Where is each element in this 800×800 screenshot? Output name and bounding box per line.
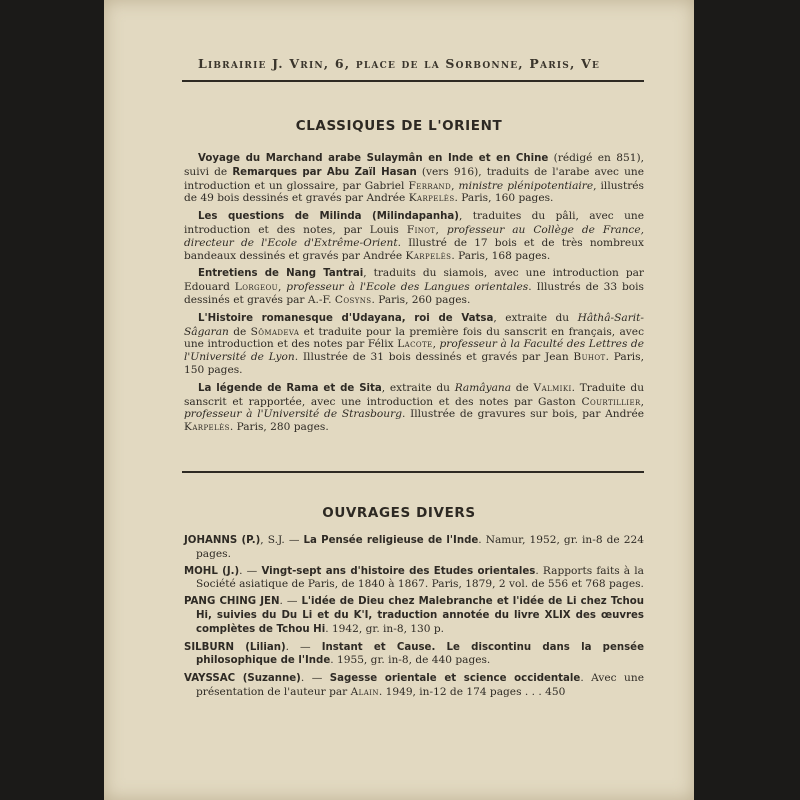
list-item: MOHL (J.). — Vingt-sept ans d'histoire des Etudes orientales. Rapports faits à la Société asiatique de Paris, de 1840 à 1867. Paris, 1879, 2 vol. de 556 et 768 pages. bbox=[184, 564, 644, 591]
classiques-list bbox=[184, 152, 644, 439]
list-item: La légende de Rama et de Sita, extraite du Ramâyana de Valmiki. Traduite du sanscrit et rapportée, avec une introduction et des notes par Gaston Courtillier, professeur à l'Université de Strasbourg. Illustrée de gravures sur bois, par Andrée Karpelès. Paris, 280 pages. bbox=[184, 381, 645, 434]
divider-top bbox=[182, 80, 644, 82]
book-back-cover bbox=[104, 0, 694, 800]
price: 450 bbox=[545, 685, 566, 698]
list-item: JOHANNS (P.), S.J. — La Pensée religieuse de l'Inde. Namur, 1952, gr. in-8 de 224 pages. bbox=[184, 534, 644, 560]
list-item: SILBURN (Lilian). — Instant et Cause. Le discontinu dans la pensée philosophique de l'Inde. 1955, gr. in-8, de 440 pages. bbox=[184, 640, 645, 667]
section-title-ouvrages: OUVRAGES DIVERS bbox=[322, 505, 476, 521]
list-item: VAYSSAC (Suzanne). — Sagesse orientale et science occidentale. Avec une présentation de l'auteur par Alain. 1949, in-12 de 174 pages . . . 450 bbox=[184, 672, 644, 698]
list-item: PANG CHING JEN. — L'idée de Dieu chez Malebranche et l'idée de Li chez Tchou Hi, suivies du Du Li et du K'I, traduction annotée du livre XLIX des œuvres complètes de Tchou Hi. 1942, gr. in-8, 130 p. bbox=[184, 595, 644, 635]
list-item: Entretiens de Nang Tantrai, traduits du siamois, avec une introduction par Edouard Lorgeou, professeur à l'Ecole des Langues orientales. Illustrés de 33 bois dessinés et gravés par A.-F. Cosyns. Paris, 260 pages. bbox=[184, 267, 645, 306]
section-title-classiques: CLASSIQUES DE L'ORIENT bbox=[295, 118, 503, 134]
publisher-line: Librairie J. Vrin, 6, place de la Sorbonne, Paris, Ve bbox=[197, 56, 601, 71]
list-item: Les questions de Milinda (Milindapanha), traduites du pâli, avec une introduction et des notes, par Louis Finot, professeur au Collège de France, directeur de l'Ecole d'Extrême-Orient. Illustré de 17 bois et de très nombreux bandeaux dessinés et gravés par Andrée Karpelès. Paris, 168 pages. bbox=[184, 210, 645, 262]
list-item: Voyage du Marchand arabe Sulaymân en Inde et en Chine (rédigé en 851), suivi de Remarques par Abu Zaïl Hasan (vers 916), traduits de l'arabe avec une introduction et un glossaire, par Gabriel Ferrand, ministre plénipotentiaire, illustrés de 49 bois dessinés et gravés par Andrée Karpelès. Paris, 160 pages. bbox=[184, 152, 644, 205]
list-item: L'Histoire romanesque d'Udayana, roi de Vatsa, extraite du Hâthâ-Sarit-Sâgaran de Sômadeva et traduite pour la première fois du sanscrit en français, avec une introduction et des notes par Félix Lacote, professeur à la Faculté des Lettres de l'Université de Lyon. Illustrée de 31 bois dessinés et gravés par Jean Buhot. Paris, 150 pages. bbox=[184, 311, 644, 376]
ouvrages-list bbox=[184, 534, 644, 703]
divider-middle bbox=[182, 471, 644, 473]
